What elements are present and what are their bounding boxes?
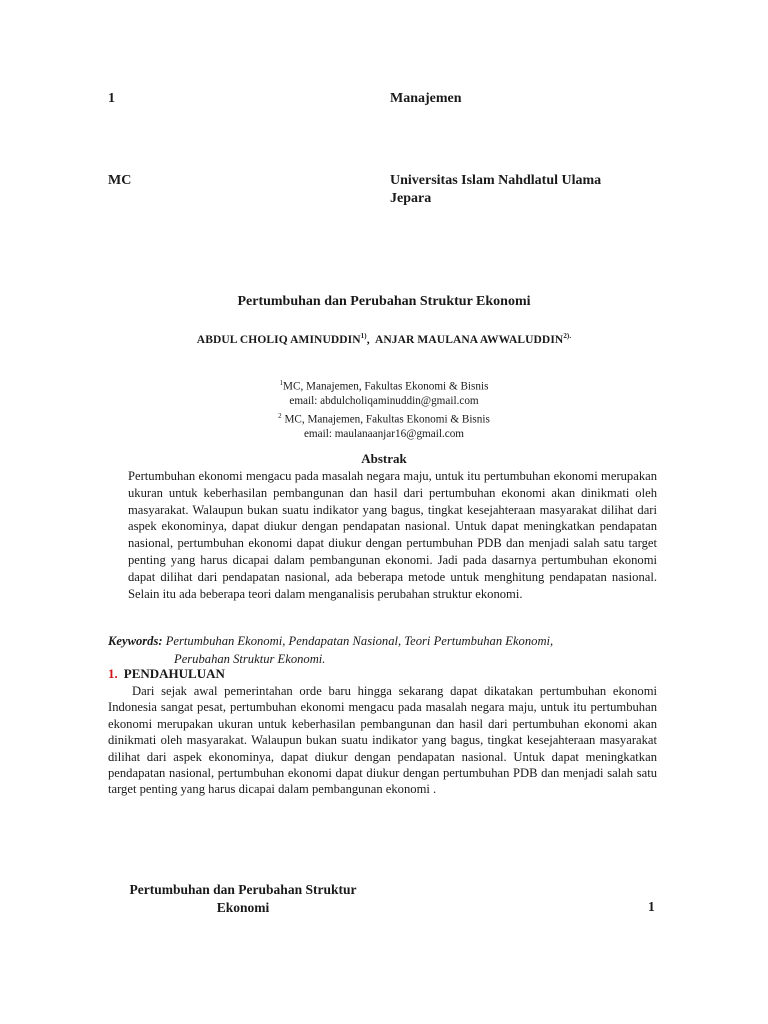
keywords <box>108 632 668 668</box>
author-2-sup: 2). <box>563 332 572 340</box>
introduction-paragraph: Dari sejak awal pemerintahan orde baru hingga sekarang dapat dikatakan pertumbuhan ekonomi Indonesia sangat pesat, pertumbuhan ekonomi mengacu pada masalah negara maju, untuk itu pertumbuhan ekonomi merupakan ukuran untuk keberhasilan pembangunan dan hasil dari pertumbuhan ekonomi akan dinikmati oleh masyarakat. Walaupun bukan suatu indikator yang bagus, tingkat kesejahteraan masyarakat dilihat dari aspek ekonominya, dapat diukur dengan pendapatan nasional. Untuk dapat meningkatkan pendapatan nasional, pertumbuhan ekonomi dapat diukur dengan pertumbuhan PDB dan menjadi salah satu target penting yang harus dicapai dalam pembangunan ekonomi . <box>108 684 657 797</box>
footer-page-number: 1 <box>648 899 655 914</box>
abstract-heading: Abstrak <box>361 451 407 466</box>
keywords-label: Keywords: <box>108 634 163 648</box>
header-page-number: 1 <box>108 91 115 106</box>
header-university-line2: Jepara <box>390 191 432 206</box>
affiliation-1-email: email: abdulcholiqaminuddin@gmail.com <box>289 395 479 408</box>
header-university-line1: Universitas Islam Nahdlatul Ulama <box>390 173 602 188</box>
keywords-text-line2: Perubahan Struktur Ekonomi. <box>174 652 326 666</box>
section-number: 1. <box>108 666 118 681</box>
affiliation-2 <box>0 409 768 427</box>
header-university <box>390 172 601 208</box>
footer-title-line1: Pertumbuhan dan Perubahan Struktur <box>129 882 357 897</box>
keywords-line1 <box>108 632 668 650</box>
affiliation-1-text: MC, Manajemen, Fakultas Ekonomi & Bisnis <box>283 380 489 393</box>
author-1-sup: 1) <box>360 332 367 340</box>
keywords-text-line1: Pertumbuhan Ekonomi, Pendapatan Nasional, Teori Pertumbuhan Ekonomi, <box>162 634 554 648</box>
affiliation-2-sup: 2 <box>278 411 282 420</box>
header-code: MC <box>108 173 132 188</box>
section-heading <box>108 666 225 682</box>
section-title: PENDAHULUAN <box>123 666 225 681</box>
footer-title <box>108 881 378 917</box>
affiliation-2-email: email: maulanaanjar16@gmail.com <box>303 427 465 440</box>
affiliations <box>0 376 768 441</box>
author-separator: , <box>366 333 375 346</box>
abstract-text: Pertumbuhan ekonomi mengacu pada masalah negara maju, untuk itu pertumbuhan ekonomi merupakan ukuran untuk keberhasilan pembangunan dan hasil dari pertumbuhan ekonomi akan dinikmati oleh masyarakat. Walaupun bukan suatu indikator yang bagus, tingkat kesejahteraan masyarakat dilihat dari aspek ekonominya, dapat diukur dengan pendapatan nasional. Untuk dapat meningkatkan pendapatan nasional, pertumbuhan ekonomi dapat diukur dengan pertumbuhan PDB dan menjadi salah satu target penting yang harus dicapai dalam pembangunan ekonomi. Jadi pada dasarnya pertumbuhan ekonomi dapat dilihat dari pendapatan nasional, ada beberapa metode untuk menghitung pendapatan nasional. Selain itu ada beberapa teori dalam menganalisis perubahan struktur ekonomi. <box>128 469 657 601</box>
affiliation-2-text: MC, Manajemen, Fakultas Ekonomi & Bisnis <box>281 413 490 426</box>
paper-title: Pertumbuhan dan Perubahan Struktur Ekonomi <box>237 294 531 309</box>
affiliation-1-sup: 1 <box>279 379 284 387</box>
affiliation-1 <box>0 376 768 394</box>
author-list <box>0 332 768 346</box>
header-department: Manajemen <box>390 91 462 106</box>
author-2: ANJAR MAULANA AWWALUDDIN <box>374 333 564 346</box>
footer-title-line2: Ekonomi <box>216 900 270 915</box>
author-1: ABDUL CHOLIQ AMINUDDIN <box>196 333 361 346</box>
